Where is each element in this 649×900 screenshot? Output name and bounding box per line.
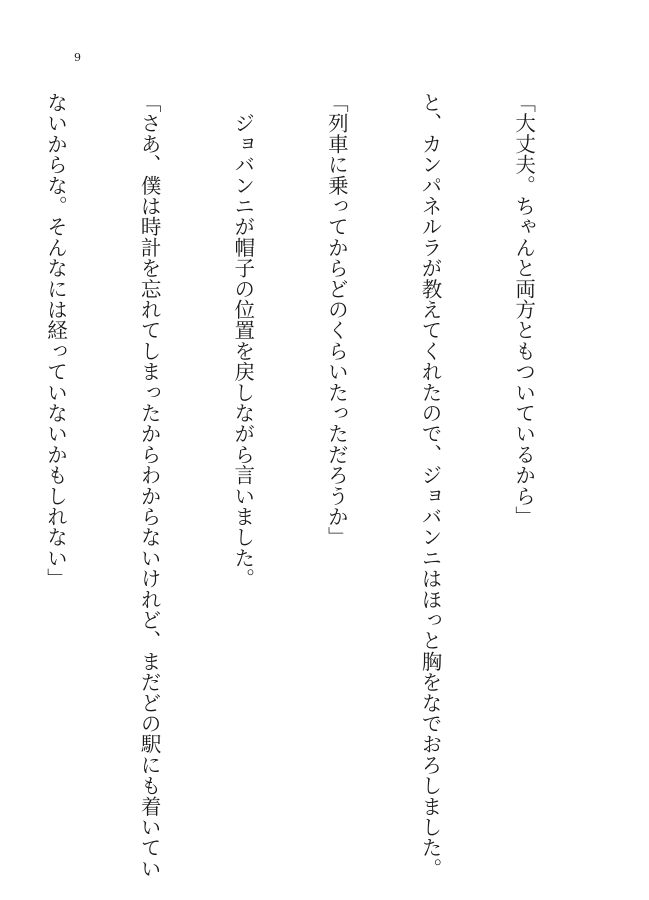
text-line: と、カンパネルラが教えてくれたので、ジョバンニはほっと胸をなでおろしました。 <box>417 92 442 879</box>
text-line: ないからな。そんなには経っていないかもしれない」 <box>43 92 68 589</box>
text-line: 「さあ、僕は時計を忘れてしまったからわからないけれど、まだどの駅にも着いてい <box>137 92 162 879</box>
text-line: ジョバンニが帽子の位置を戻しながら言いました。 <box>230 92 255 589</box>
text-line: 「列車に乗ってからどのくらいたっただろうか」 <box>324 92 349 548</box>
text-line: 「大丈夫。ちゃんと両方ともついているから」 <box>511 92 536 527</box>
page-number: 9 <box>74 51 81 64</box>
vertical-text-body <box>0 92 601 879</box>
